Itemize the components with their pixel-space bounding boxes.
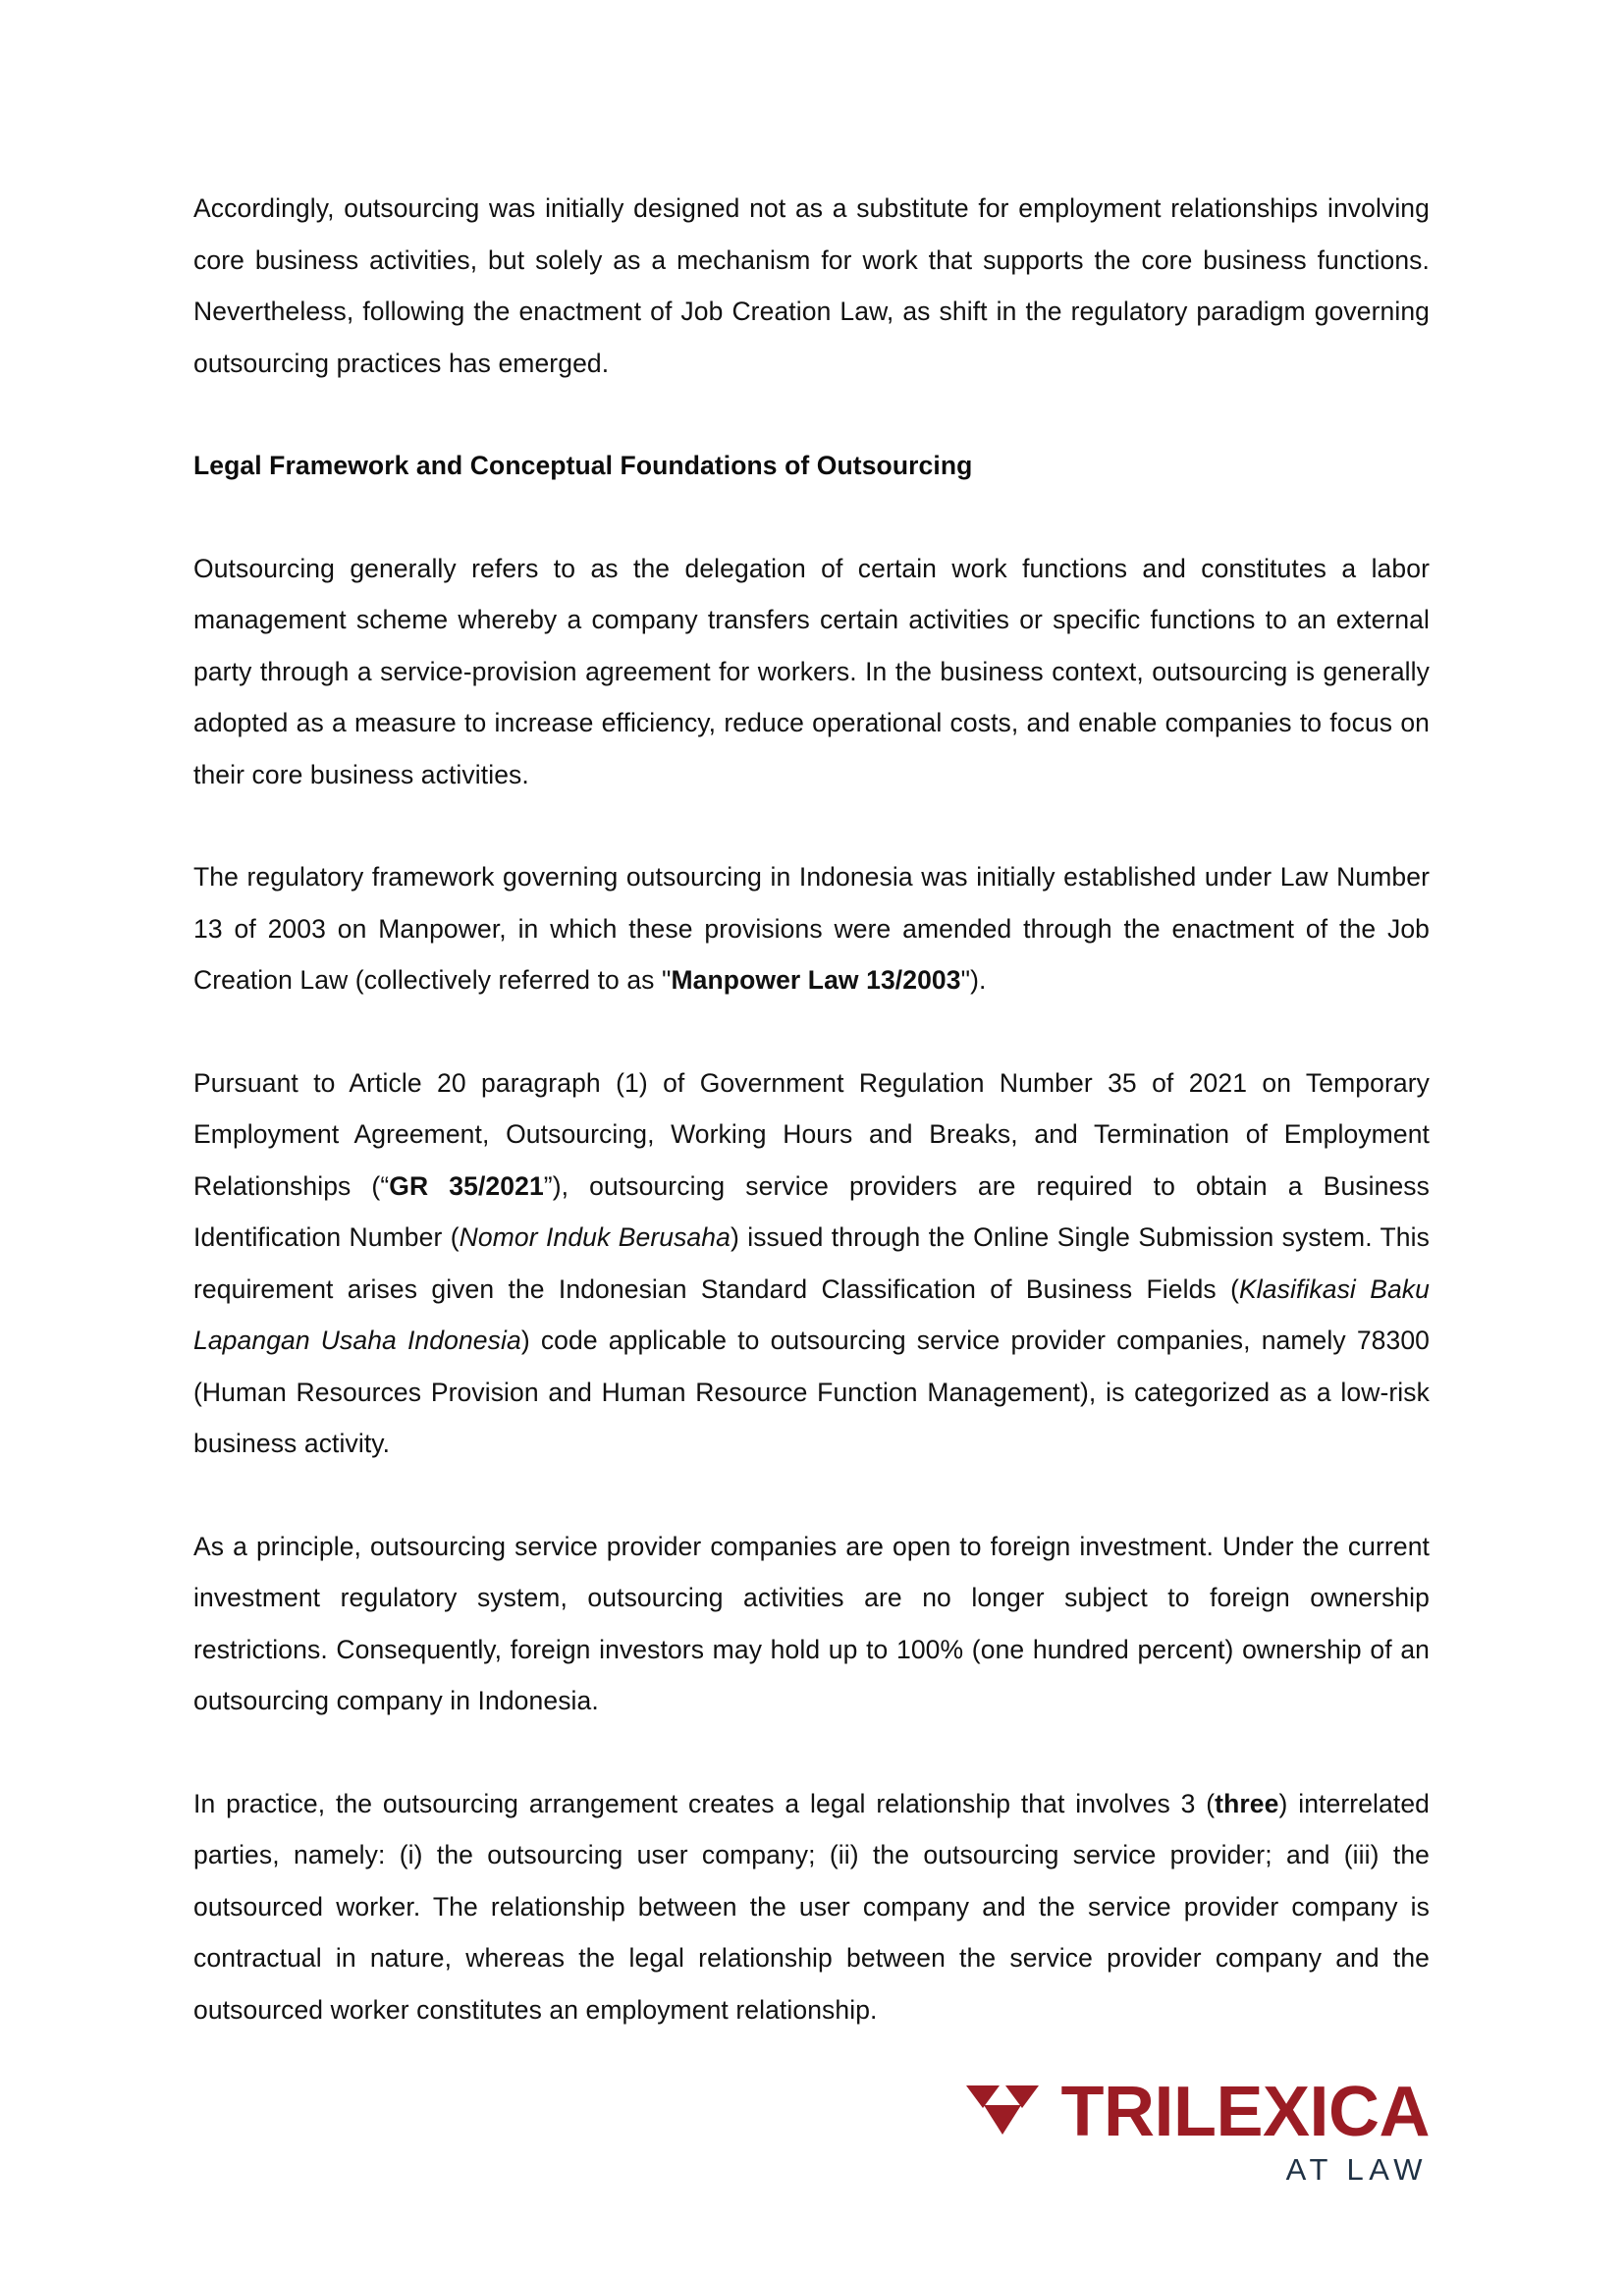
text-run: Pursuant to Article 20 paragraph (1) of Government Regulation Number 35 of 2021 on Temporary Employment Agreement, Outsourcing, Working Hours and Breaks, and Termination of Employment Relationships (“ [193, 1067, 1430, 1201]
paragraph-regulatory-framework [193, 851, 1430, 1006]
text-run: "). [960, 965, 987, 995]
paragraph-article-20 [193, 1057, 1430, 1470]
heading-legal-framework: Legal Framework and Conceptual Foundations of Outsourcing [193, 451, 973, 480]
logo-primary-row [968, 2073, 1430, 2151]
text-run: In practice, the outsourcing arrangement creates a legal relationship that involves 3 ( [193, 1788, 1216, 1818]
document-body [193, 183, 1430, 2035]
paragraph-foreign-investment [193, 1521, 1430, 1727]
text-run: ) interrelated parties, namely: (i) the outsourcing user company; (ii) the outsourcing service provider; and (iii) the outsourced worker. The relationship between the user company and the service provider company is contractual in nature, whereas the legal relationship between the service provider company and the outsourced worker constitutes an employment relationship. [193, 1788, 1430, 2025]
text-run: ) code applicable to outsourcing service provider companies, namely 78300 (Human Resources Provision and Human Resource Function Management), is categorized as a low-risk business activity. [193, 1326, 1431, 1458]
text-run: Outsourcing generally refers to as the delegation of certain work functions and constitutes a labor management scheme whereby a company transfers certain activities or specific functions to an external party through a service-provision agreement for workers. In the business context, outsourcing is generally adopted as a measure to increase efficiency, reduce operational costs, and enable companies to focus on their core business activities. [193, 553, 1430, 789]
paragraph-accordingly [193, 183, 1430, 389]
text-run: ”), outsourcing service providers are required to obtain a Business Identification Number ( [193, 1170, 1431, 1252]
text-run: As a principle, outsourcing service provider companies are open to foreign investment. Under the current investment regulatory system, outsourcing activities are no longer subject to foreign ownership restrictions. Consequently, foreign investors may hold up to 100% (one hundred percent) ownership of an outsourcing company in Indonesia. [193, 1531, 1430, 1715]
trilexica-triangles-icon [966, 2082, 1039, 2142]
emphasis-bold: Manpower Law 13/2003 [671, 965, 961, 995]
triangle-bottom-center-icon [984, 2105, 1021, 2135]
text-run: Accordingly, outsourcing was initially designed not as a substitute for employment relationships involving core business activities, but solely as a mechanism for work that supports the core business functions. Nevertheless, following the enactment of Job Creation Law, as shift in the regulatory paradigm governing outsourcing practices has emerged. [193, 193, 1430, 378]
emphasis-italic: Klasifikasi Baku Lapangan Usaha Indonesia [193, 1273, 1430, 1355]
emphasis-bold: three [1215, 1788, 1279, 1818]
trilexica-logo [968, 2073, 1430, 2207]
paragraph-three-parties [193, 1778, 1430, 2036]
emphasis-bold: GR 35/2021 [389, 1170, 544, 1201]
logo-wordmark: TRILEXICA [1060, 2073, 1430, 2151]
text-run: The regulatory framework governing outsourcing in Indonesia was initially established under Law Number 13 of 2003 on Manpower, in which these provisions were amended through the enactment of the Job Creation Law (collectively referred to as " [193, 862, 1430, 995]
emphasis-italic: Nomor Induk Berusaha [459, 1222, 731, 1252]
paragraph-outsourcing-definition [193, 543, 1430, 801]
logo-tagline: AT LAW [1285, 2152, 1428, 2188]
text-run: ) issued through the Online Single Submission system. This requirement arises given the Indonesian Standard Classification of Business Fields ( [193, 1222, 1430, 1304]
